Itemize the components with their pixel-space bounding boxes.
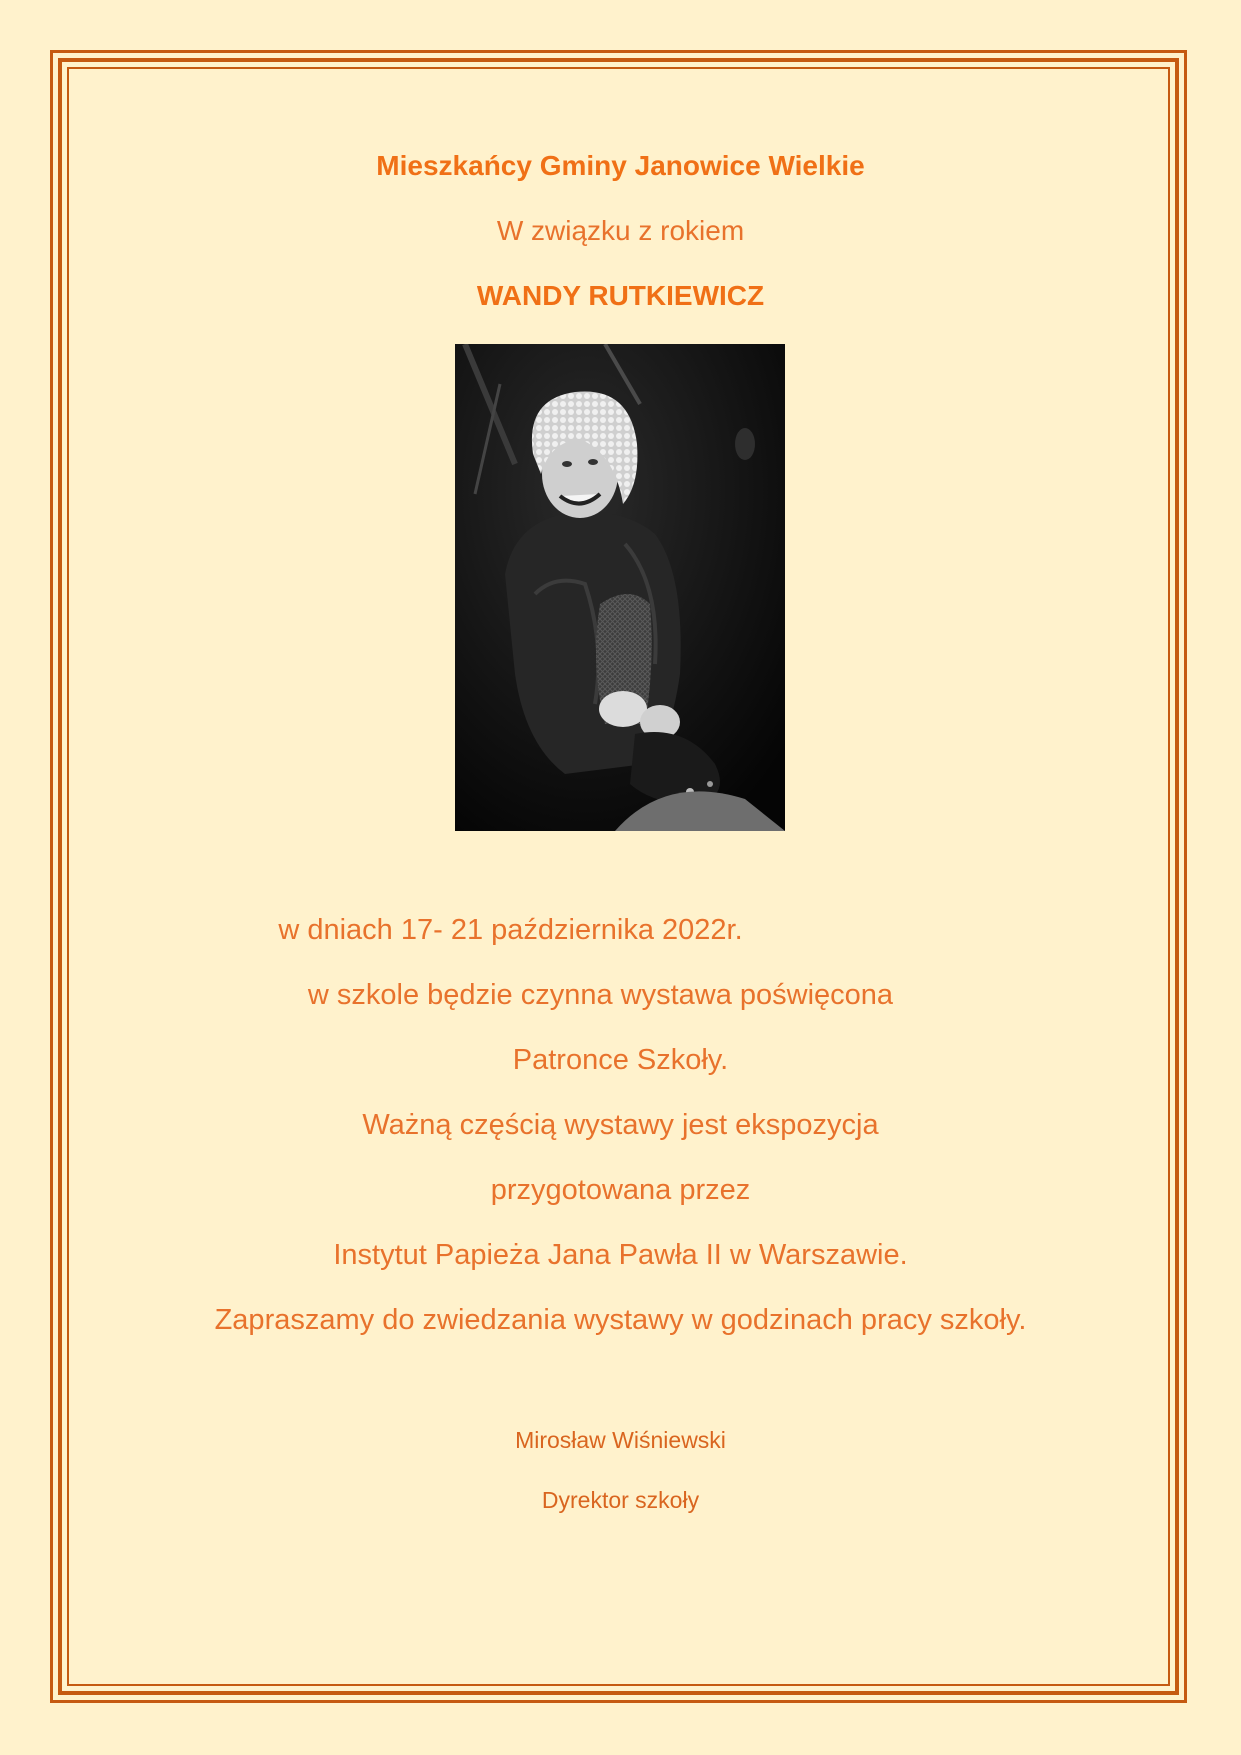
announcement-line-2: Patronce Szkoły. (512, 1044, 729, 1076)
signature-name: Mirosław Wiśniewski (515, 1427, 726, 1453)
portrait-photo-icon (455, 344, 785, 831)
announcement-line-3: Ważną częścią wystawy jest ekspozycja (362, 1109, 879, 1141)
invitation-heading: Mieszkańcy Gminy Janowice Wielkie (376, 150, 865, 181)
announcement-line-1: w szkole będzie czynna wystawa poświęcona (307, 979, 894, 1011)
announcement-line-6: Zapraszamy do zwiedzania wystawy w godzinach pracy szkoły. (214, 1304, 1027, 1336)
announcement-line-5: Instytut Papieża Jana Pawła II w Warszawie. (333, 1239, 908, 1271)
announcement-line-4: przygotowana przez (490, 1174, 751, 1206)
honoree-name: WANDY RUTKIEWICZ (476, 280, 765, 311)
intro-text: W związku z rokiem (496, 215, 745, 246)
signature-role: Dyrektor szkoły (541, 1487, 700, 1513)
exhibition-dates: w dniach 17- 21 października 2022r. (278, 914, 743, 946)
